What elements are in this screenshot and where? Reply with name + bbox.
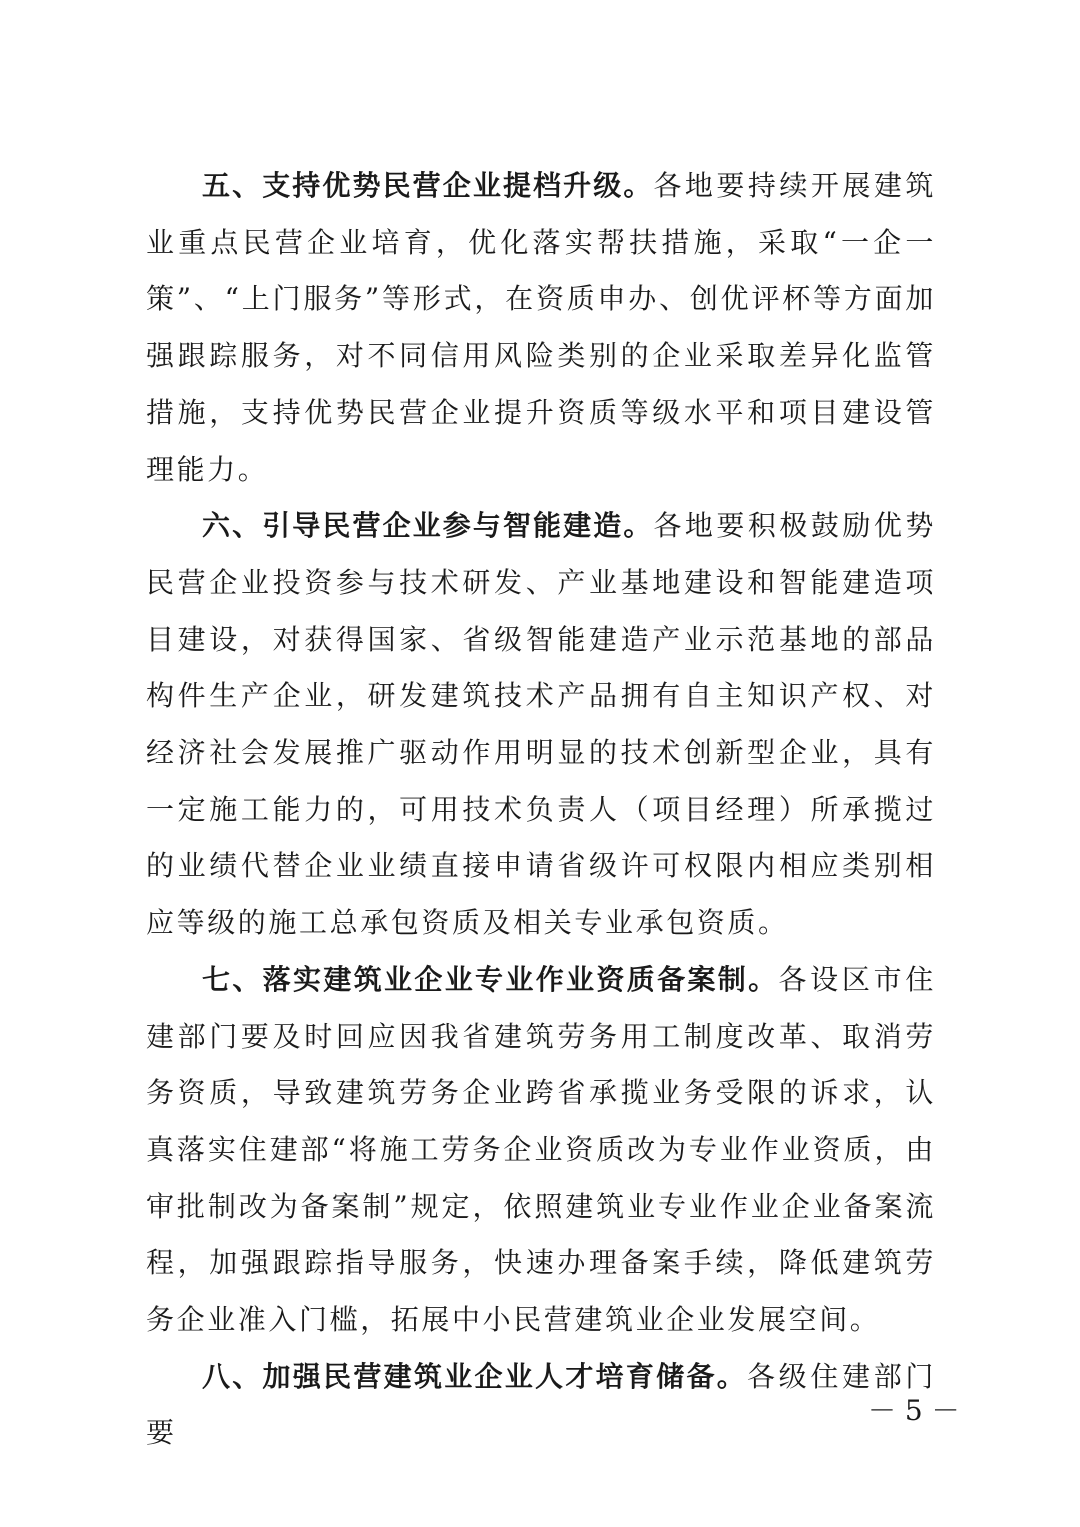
section-heading-6: 六、引导民营企业参与智能建造。 xyxy=(202,509,654,543)
section-body-7: 各设区市住建部门要及时回应因我省建筑劳务用工制度改革、取消劳务资质，导致建筑劳务企业跨省承揽业务受限的诉求，认真落实住建部“将施工劳务企业资质改为专业作业资质，由审批制改为备案制”规定，依照建筑业专业作业企业备案流程，加强跟踪指导服务，快速办理备案手续，降低建筑劳务企业准入门槛，拓展中小民营建筑业企业发展空间。 xyxy=(146,962,936,1337)
paragraph-7 xyxy=(146,952,936,1349)
section-heading-5: 五、支持优势民营企业提档升级。 xyxy=(202,169,654,202)
section-body-5: 各地要持续开展建筑业重点民营企业培育，优化落实帮扶措施，采取“一企一策”、“上门服务”等形式，在资质申办、创优评杯等方面加强跟踪服务，对不同信用风险类别的企业采取差异化监管措施，支持优势民营企业提升资质等级水平和项目建设管理能力。 xyxy=(146,169,936,486)
section-body-6: 各地要积极鼓励优势民营企业投资参与技术研发、产业基地建设和智能建造项目建设，对获得国家、省级智能建造产业示范基地的部品构件生产企业，研发建筑技术产品拥有自主知识产权、对经济社会发展推广驱动作用明显的技术创新型企业，具有一定施工能力的，可用技术负责人（项目经理）所承揽过的业绩代替企业业绩直接申请省级许可权限内相应类别相应等级的施工总承包资质及相关专业承包资质。 xyxy=(146,509,936,940)
section-heading-7: 七、落实建筑业企业专业作业资质备案制。 xyxy=(202,962,779,996)
paragraph-5 xyxy=(146,158,936,498)
paragraph-6 xyxy=(146,498,936,952)
document-body xyxy=(146,158,960,1462)
section-heading-8: 八、加强民营建筑业企业人才培育储备。 xyxy=(202,1359,747,1393)
page-number: － 5 － xyxy=(868,1394,960,1427)
section-body-8: 各级住建部门要 xyxy=(146,1359,936,1450)
paragraph-8 xyxy=(146,1349,960,1462)
